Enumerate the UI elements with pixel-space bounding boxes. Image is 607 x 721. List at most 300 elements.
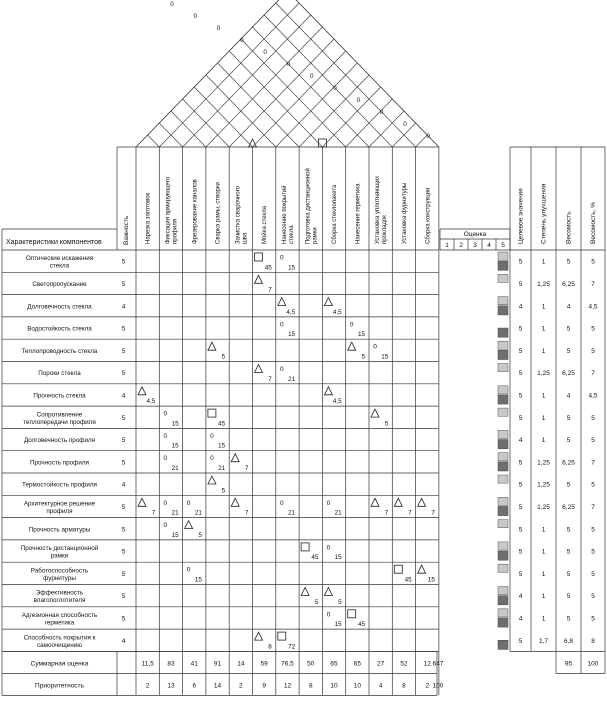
weight-pct-value: 5 (591, 615, 595, 623)
roof-value: 0 (426, 133, 431, 141)
roof-value: 0 (333, 85, 337, 93)
improvement-value: 1 (541, 325, 546, 333)
relation-score: 15 (171, 531, 179, 539)
medium-relation-zero-icon: 0 (349, 321, 354, 329)
relation-score: 15 (171, 420, 179, 428)
improvement-value: 1 (541, 347, 546, 355)
target-value: 4 (518, 303, 523, 311)
importance-value: 5 (121, 414, 126, 422)
weight-pct-value: 7 (591, 459, 595, 467)
process-column-header: Фрезерование каналов (192, 179, 199, 244)
roof-grid-line (183, 15, 311, 147)
sum-value: 59 (260, 660, 268, 668)
benchmark-bar-dark (498, 306, 508, 315)
weight-pct-value: 4,5 (588, 392, 598, 400)
benchmark-bar-light (498, 497, 508, 505)
target-value: 5 (518, 548, 523, 556)
weight-value: 5 (566, 414, 571, 422)
medium-relation-zero-icon: 0 (186, 499, 191, 507)
strong-relation-square-icon (208, 409, 216, 417)
benchmark-bar-light (498, 564, 508, 572)
weight-pct-header: Весомость, % (590, 202, 597, 244)
benchmark-bar-dark (498, 261, 508, 270)
weight-pct-value: 5 (591, 414, 595, 422)
roof-grid-line (148, 135, 160, 147)
priority-value: 9 (262, 682, 266, 690)
roof-grid-line (229, 39, 334, 147)
target-value: 5 (518, 392, 523, 400)
relation-score: 7 (268, 375, 272, 383)
scale-label: 4 (487, 242, 491, 249)
benchmark-bar-light (498, 364, 508, 372)
row-label: Эффективность влагопоглотителя (33, 589, 86, 605)
weak-relation-triangle-icon (255, 365, 263, 373)
priority-value: 12 (283, 682, 292, 690)
weight-pct-value: 5 (591, 526, 595, 534)
row-label: Прочность стекла (33, 392, 86, 400)
sum-total: 647 (432, 660, 444, 668)
target-value: 5 (518, 570, 523, 578)
priority-value: 13 (167, 682, 175, 690)
strong-relation-square-icon (278, 632, 286, 640)
sum-value: 65 (330, 660, 338, 668)
medium-relation-zero-icon: 0 (163, 410, 168, 418)
weight-pct-value: 5 (591, 481, 595, 489)
weight-value: 6,25 (562, 280, 575, 288)
weight-value: 4 (566, 392, 571, 400)
roof-outline (136, 0, 439, 147)
row-label: Пороки стекла (38, 370, 81, 378)
relation-score: 7 (384, 509, 389, 517)
priority-value: 4 (378, 682, 383, 690)
roof-value: 0 (216, 25, 221, 33)
relation-score: 7 (431, 509, 435, 517)
medium-relation-zero-icon: 0 (163, 432, 168, 440)
importance-value: 5 (121, 615, 126, 623)
roof-value: 0 (379, 109, 384, 117)
row-label: Адгезионная способность герметика (21, 611, 98, 627)
weak-relation-triangle-icon (324, 588, 332, 596)
target-value: 5 (518, 637, 523, 645)
improvement-value: 1,7 (538, 637, 549, 645)
row-label: Сопротивление теплопередачи профиля (23, 411, 96, 426)
relation-score: 5 (314, 598, 319, 606)
priority-value: 6 (192, 682, 197, 690)
weight-value: 5 (566, 437, 571, 445)
medium-relation-zero-icon: 0 (326, 544, 331, 552)
relation-score: 15 (288, 264, 296, 272)
benchmark-bar-light (498, 453, 508, 461)
target-value: 5 (518, 414, 523, 422)
medium-relation-zero-icon: 0 (279, 321, 284, 329)
relation-score: 5 (384, 420, 389, 428)
relation-score: 15 (334, 621, 342, 629)
importance-value: 5 (121, 593, 126, 601)
medium-relation-zero-icon: 0 (373, 343, 377, 351)
weak-relation-triangle-icon (208, 342, 216, 350)
relation-score: 21 (334, 509, 342, 517)
target-value: 5 (518, 370, 523, 378)
medium-relation-zero-icon: 0 (210, 455, 214, 463)
weak-relation-triangle-icon (255, 275, 263, 283)
importance-value: 4 (121, 481, 126, 489)
weak-relation-triangle-icon (138, 387, 146, 395)
weak-relation-triangle-icon (418, 565, 426, 573)
importance-value: 5 (121, 437, 126, 445)
improvement-value: 1 (541, 615, 546, 623)
weak-relation-triangle-icon (231, 498, 239, 506)
weight-value: 6,25 (562, 459, 575, 467)
roof-value: 0 (193, 13, 198, 21)
weight-total: 95 (564, 660, 573, 668)
weak-relation-triangle-icon (255, 632, 263, 640)
sum-value: 65 (353, 660, 361, 668)
weight-pct-value: 4,5 (588, 303, 598, 311)
relation-score: 15 (218, 442, 226, 450)
relation-score: 45 (218, 420, 226, 428)
weak-relation-triangle-icon (371, 409, 379, 417)
row-label: Водостойкость стекла (27, 325, 92, 333)
importance-value: 5 (121, 280, 126, 288)
weak-relation-triangle-icon (324, 298, 332, 306)
process-column-header: Нанесение герметика (355, 183, 362, 244)
weak-relation-triangle-icon (231, 454, 239, 462)
priority-total: 100 (432, 682, 444, 690)
weight-value: 5 (566, 615, 571, 623)
relation-score: 4,5 (286, 308, 296, 316)
relation-score: 15 (357, 331, 365, 339)
priority-value: 8 (402, 682, 406, 690)
benchmark-bar-light (498, 430, 508, 438)
improvement-value: 1,25 (537, 481, 550, 489)
relation-score: 72 (288, 643, 296, 651)
benchmark-bar-light (498, 520, 508, 528)
benchmark-bar-dark (498, 506, 508, 515)
relation-score: 8 (268, 643, 272, 651)
importance-value: 5 (121, 325, 126, 333)
relation-score: 15 (171, 442, 179, 450)
relation-score: 45 (357, 621, 365, 629)
benchmark-bar-light (498, 408, 508, 416)
relation-score: 4,5 (332, 308, 342, 316)
weak-relation-triangle-icon (348, 342, 356, 350)
importance-value: 4 (121, 637, 126, 645)
relation-score: 7 (268, 286, 272, 294)
relation-score: 21 (288, 375, 296, 383)
weight-value: 4 (566, 303, 571, 311)
relation-score: 7 (244, 465, 249, 472)
medium-relation-zero-icon: 0 (279, 366, 284, 373)
process-column-header: Сборка конструкции (425, 187, 432, 244)
relation-score: 7 (244, 509, 249, 517)
priority-value: 8 (308, 682, 313, 690)
roof-value: 0 (356, 97, 361, 105)
relation-score: 7 (408, 509, 412, 517)
target-value: 5 (518, 526, 523, 534)
target-header: Целевое значение (517, 188, 525, 244)
benchmark-bar-light (498, 274, 508, 282)
row-label: Долговечность стекла (27, 303, 92, 311)
improvement-value: 1 (541, 414, 546, 422)
relation-score: 15 (334, 554, 342, 562)
benchmark-fills (498, 252, 508, 649)
weight-pct-value: 5 (591, 347, 595, 355)
benchmark-bar-dark (498, 596, 508, 605)
medium-relation-zero-icon: 0 (326, 611, 331, 619)
target-value: 4 (518, 437, 523, 445)
target-value: 5 (518, 481, 523, 489)
priority-value: 2 (145, 682, 150, 690)
weight-pct-value: 5 (591, 325, 595, 333)
relation-score: 21 (218, 465, 226, 472)
benchmark-bar-dark (498, 350, 508, 359)
benchmark-bar-light (498, 587, 508, 595)
row-label: Способность покрытия к самоочищению (23, 634, 96, 649)
target-value: 5 (518, 459, 523, 467)
sum-label: Суммарная оценка (30, 660, 89, 668)
priority-value: 14 (213, 682, 222, 690)
weak-relation-triangle-icon (394, 498, 402, 506)
sum-value: 50 (307, 660, 315, 668)
target-value: 4 (518, 615, 523, 623)
roof-grid-line (194, 87, 252, 147)
improvement-header: Степень улучшения (540, 183, 548, 244)
process-column-header: Мойка стекла (262, 205, 269, 244)
roof-grid-line (369, 111, 404, 147)
sum-value: 41 (190, 660, 198, 668)
roof-grid-line (171, 111, 206, 147)
relation-score: 15 (381, 353, 389, 361)
improvement-value: 1,25 (537, 503, 550, 511)
importance-value: 5 (121, 548, 126, 556)
improvement-value: 1 (541, 303, 546, 311)
weight-pct-total: 100 (587, 660, 599, 668)
scale-label: 1 (445, 242, 449, 249)
relation-score: 5 (221, 487, 226, 495)
importance-value: 4 (121, 303, 126, 311)
weight-value: 5 (566, 526, 571, 534)
medium-relation-zero-icon: 0 (210, 432, 214, 440)
weight-pct-value: 7 (591, 280, 595, 288)
process-column-header: Сварка рамы, створки (215, 182, 222, 244)
medium-relation-zero-icon: 0 (163, 499, 168, 507)
relation-score: 21 (171, 465, 179, 472)
target-value: 5 (518, 503, 523, 511)
medium-relation-zero-icon: 0 (279, 254, 284, 262)
weak-relation-triangle-icon (418, 498, 426, 506)
row-label: Прочность арматуры (28, 526, 91, 534)
strong-relation-square-icon (301, 543, 309, 551)
row-label: Теплопроводность стекла (21, 347, 98, 355)
weight-value: 5 (566, 347, 571, 355)
scale-label: 3 (473, 242, 477, 249)
benchmark-bar-dark (498, 640, 508, 649)
roof-grid-line (218, 63, 300, 147)
sum-value: 12 (423, 660, 431, 668)
row-label: Прочность дистанционной рамки (20, 545, 99, 560)
weak-relation-triangle-icon (324, 387, 332, 395)
weight-value: 5 (566, 325, 571, 333)
weight-value: 5 (566, 258, 571, 266)
importance-value: 5 (121, 503, 126, 511)
weak-relation-triangle-icon (185, 521, 193, 529)
roof-value: 0 (170, 1, 174, 9)
relation-score: 5 (221, 353, 226, 361)
importance-value: 5 (121, 258, 126, 266)
roof-value: 0 (286, 61, 291, 69)
weak-relation-triangle-icon (371, 498, 379, 506)
roof-grid-line (264, 15, 392, 147)
relation-score: 5 (338, 598, 342, 606)
weight-value: 5 (566, 481, 571, 489)
weight-value: 5 (566, 548, 571, 556)
improvement-value: 1,25 (537, 370, 550, 378)
roof-grid-line (241, 39, 346, 147)
improvement-value: 1 (541, 548, 546, 556)
process-column-header: Нанесение покрытийстекла (281, 185, 295, 244)
priority-value: 2 (239, 682, 243, 690)
row-label: Долговечность профиля (23, 437, 96, 445)
relation-score: 7 (151, 509, 156, 517)
importance-value: 4 (121, 392, 126, 400)
priority-value: 10 (353, 682, 361, 690)
improvement-value: 1,25 (537, 459, 550, 467)
roof-value: 0 (403, 121, 407, 129)
benchmark-bar-dark (498, 328, 508, 337)
improvement-value: 1 (541, 258, 546, 266)
weight-value: 6,25 (562, 370, 575, 378)
strong-relation-square-icon (348, 610, 356, 618)
sum-value: 14 (237, 660, 245, 668)
improvement-value: 1 (541, 593, 546, 601)
weight-pct-value: 5 (591, 258, 595, 266)
roof-square-icon (318, 139, 326, 147)
improvement-value: 1,25 (537, 280, 550, 288)
relation-score: 45 (264, 264, 272, 272)
sum-value: 76,5 (281, 660, 294, 668)
row-label: Работоспособность фурнитуры (30, 567, 89, 582)
benchmark-bar-dark (498, 440, 508, 449)
relation-score: 4,5 (146, 398, 156, 406)
strong-relation-square-icon (394, 565, 402, 573)
target-value: 5 (518, 258, 523, 266)
relation-score: 45 (311, 554, 319, 562)
relation-score: 21 (194, 509, 202, 517)
roof-value: 0 (309, 73, 314, 81)
weight-header: Весомость (565, 211, 573, 244)
strong-relation-square-icon (255, 253, 263, 261)
benchmark-bar-light (498, 341, 508, 349)
row-label: Термостойкость профиля (22, 481, 97, 489)
scale-label: 2 (459, 242, 463, 249)
weak-relation-triangle-icon (301, 588, 309, 596)
weight-pct-value: 5 (591, 593, 595, 601)
sum-value: 11,5 (141, 660, 154, 668)
row-label: Прочность профиля (30, 459, 89, 467)
benchmark-bar-dark (498, 551, 508, 560)
benchmark-bar-light (498, 297, 508, 305)
relation-score: 21 (171, 509, 179, 517)
relation-score: 21 (288, 509, 296, 517)
weak-relation-triangle-icon (278, 298, 286, 306)
weight-pct-value: 5 (591, 548, 595, 556)
relation-score: 15 (288, 331, 296, 339)
weight-value: 5 (566, 570, 571, 578)
process-column-header: Зачистка сварочногошва (235, 186, 249, 244)
improvement-value: 1 (541, 526, 546, 534)
process-column-header: Подготовка дистанционнойрамки (305, 168, 319, 244)
importance-value: 5 (121, 526, 126, 534)
medium-relation-zero-icon: 0 (163, 455, 168, 463)
relation-score: 5 (198, 531, 202, 539)
relation-score: 4,5 (332, 398, 342, 406)
row-label: Светопропускание (32, 280, 87, 288)
process-column-header: Сборка стеклопакета (332, 184, 339, 244)
weak-relation-triangle-icon (208, 476, 216, 484)
medium-relation-zero-icon: 0 (279, 499, 284, 507)
sum-value: 83 (167, 660, 175, 668)
target-value: 5 (518, 347, 523, 355)
weight-value: 6,25 (562, 503, 575, 511)
weight-value: 6,8 (563, 637, 574, 645)
priority-label: Приоритетность (35, 682, 84, 690)
relation-score: 15 (427, 576, 435, 584)
priority-value: 2 (425, 682, 430, 690)
weak-relation-triangle-icon (138, 498, 146, 506)
target-value: 5 (518, 325, 523, 333)
correlation-roof (136, 0, 439, 147)
importance-value: 5 (121, 459, 126, 467)
importance-header: Важность (123, 215, 130, 245)
relation-score: 15 (194, 576, 202, 584)
roof-value: 0 (240, 37, 244, 45)
importance-value: 5 (121, 347, 126, 355)
scale-label: 5 (501, 242, 505, 249)
weight-pct-value: 5 (591, 570, 595, 578)
importance-value: 5 (121, 370, 126, 378)
characteristics-header: Характеристики компонентов (6, 239, 102, 246)
sum-value: 91 (213, 660, 222, 668)
medium-relation-zero-icon: 0 (163, 522, 168, 530)
sum-value: 27 (377, 660, 385, 668)
process-column-header: Фиксация армирующегопрофиля (165, 176, 179, 244)
benchmark-bar-light (498, 542, 508, 550)
process-column-header: Установка фурнитуры (401, 182, 408, 244)
benchmark-bar-light (498, 475, 508, 483)
benchmark-bar-light (498, 386, 508, 394)
medium-relation-zero-icon: 0 (186, 566, 191, 574)
importance-value: 5 (121, 570, 126, 578)
weight-pct-value: 7 (591, 370, 595, 378)
process-column-header: Нарезка заготовок (145, 192, 152, 244)
row-label: Оптические искажения стекла (25, 255, 94, 270)
roof-value: 0 (263, 49, 267, 57)
improvement-value: 1 (541, 392, 546, 400)
weight-pct-value: 5 (591, 437, 595, 445)
benchmark-bar-dark (498, 395, 508, 404)
medium-relation-zero-icon: 0 (326, 499, 331, 507)
improvement-value: 1 (541, 570, 546, 578)
benchmark-bar-dark (498, 462, 508, 471)
weight-value: 5 (566, 593, 571, 601)
row-label: Архитектурное решение профиля (23, 500, 96, 515)
target-value: 4 (518, 593, 523, 601)
benchmark-bar-light (498, 609, 508, 617)
priority-value: 10 (330, 682, 338, 690)
weight-pct-value: 7 (591, 503, 595, 511)
assessment-header: Оценка (463, 231, 487, 238)
improvement-value: 1 (541, 437, 546, 445)
